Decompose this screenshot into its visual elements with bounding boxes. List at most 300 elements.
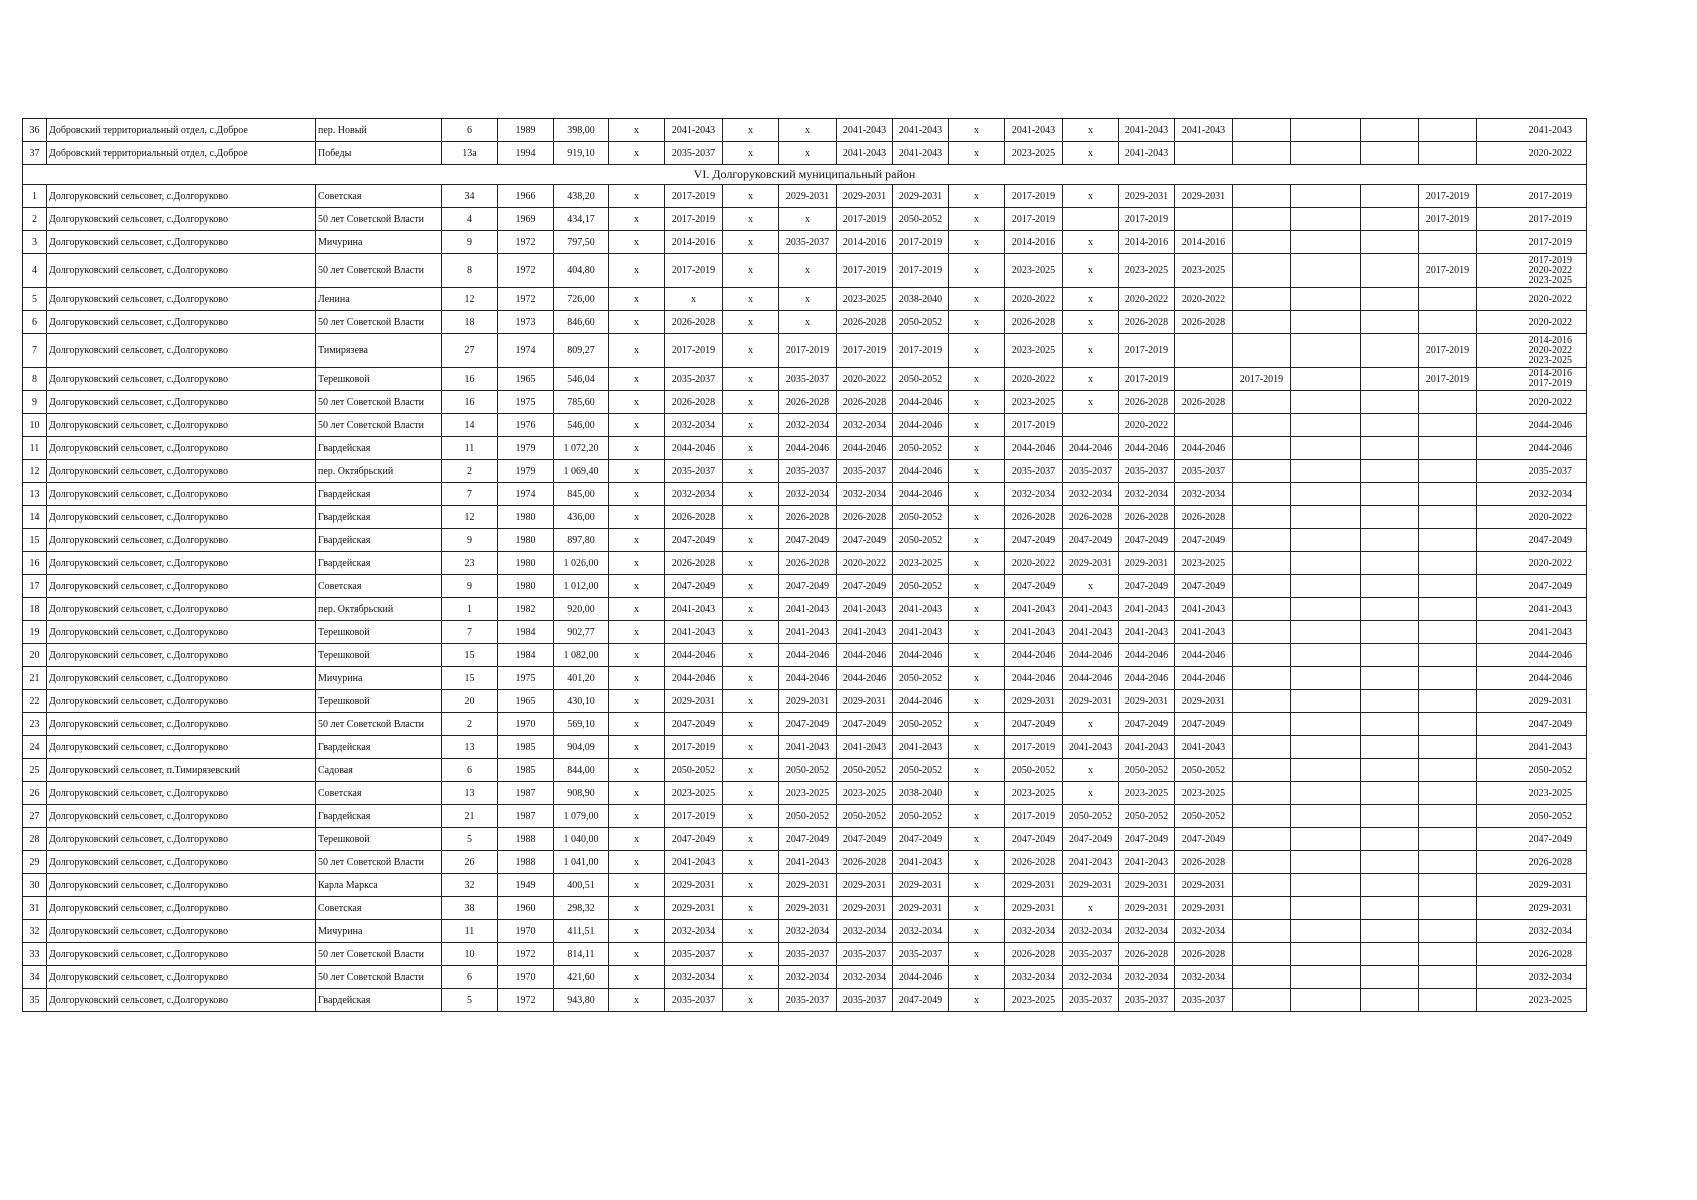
schedule-cell: 2017-2019 — [1005, 736, 1063, 759]
street-cell: Терешковой — [316, 621, 442, 644]
schedule-cell: 2032-2034 — [1175, 966, 1233, 989]
schedule-cell: 2041-2043 — [1175, 621, 1233, 644]
schedule-cell: 2017-2019 — [1005, 208, 1063, 231]
schedule-cell: х — [723, 782, 779, 805]
schedule-cell — [1361, 920, 1419, 943]
location-cell: Долгоруковский сельсовет, с.Долгоруково — [47, 334, 316, 368]
schedule-cell — [1233, 644, 1291, 667]
schedule-cell — [1291, 231, 1361, 254]
schedule-cell: х — [609, 782, 665, 805]
schedule-cell: х — [723, 989, 779, 1012]
schedule-cell: 2014-2016 — [1175, 231, 1233, 254]
area-cell: 943,80 — [554, 989, 609, 1012]
house-number-cell: 11 — [442, 437, 498, 460]
schedule-cell: х — [1063, 334, 1119, 368]
schedule-cell: 2044-2046 — [779, 437, 837, 460]
location-cell: Добровский территориальный отдел, с.Доброе — [47, 142, 316, 165]
schedule-cell: 2041-2043 — [665, 598, 723, 621]
schedule-cell: 2035-2037 — [779, 989, 837, 1012]
schedule-cell: 2044-2046 — [1119, 667, 1175, 690]
schedule-cell: х — [949, 368, 1005, 391]
schedule-cell — [1291, 575, 1361, 598]
schedule-cell — [1233, 874, 1291, 897]
schedule-cell: 2050-2052 — [893, 713, 949, 736]
schedule-cell: 2050-2052 — [893, 667, 949, 690]
schedule-cell: х — [1063, 575, 1119, 598]
schedule-cell: х — [949, 552, 1005, 575]
schedule-cell: 2035-2037 — [1005, 460, 1063, 483]
table-row — [23, 552, 1587, 575]
schedule-cell — [1361, 989, 1419, 1012]
schedule-cell: х — [949, 644, 1005, 667]
schedule-cell — [1361, 529, 1419, 552]
row-number: 36 — [23, 119, 47, 142]
street-cell: Терешковой — [316, 690, 442, 713]
schedule-cell: 2026-2028 — [1175, 943, 1233, 966]
house-number-cell: 1 — [442, 598, 498, 621]
schedule-cell — [1361, 552, 1419, 575]
schedule-cell — [1233, 989, 1291, 1012]
table-row — [23, 920, 1587, 943]
table-row — [23, 288, 1587, 311]
register-table — [22, 118, 1587, 1012]
schedule-cell: 2050-2052 — [893, 368, 949, 391]
area-cell: 920,00 — [554, 598, 609, 621]
schedule-cell: 2026-2028 — [665, 506, 723, 529]
table-row — [23, 621, 1587, 644]
schedule-cell: 2032-2034 — [1063, 483, 1119, 506]
schedule-cell: х — [723, 460, 779, 483]
schedule-cell: 2014-2016 — [1005, 231, 1063, 254]
schedule-cell: 2047-2049 — [1063, 529, 1119, 552]
row-number: 7 — [23, 334, 47, 368]
schedule-cell: 2029-2031 — [1063, 552, 1119, 575]
schedule-cell: х — [609, 943, 665, 966]
schedule-cell: 2032-2034 — [1005, 966, 1063, 989]
table-row — [23, 805, 1587, 828]
schedule-cell: 2044-2046 — [1175, 667, 1233, 690]
house-number-cell: 8 — [442, 254, 498, 288]
row-number: 31 — [23, 897, 47, 920]
schedule-cell: х — [609, 828, 665, 851]
area-cell: 546,04 — [554, 368, 609, 391]
table-body-top — [23, 119, 1587, 165]
row-number: 8 — [23, 368, 47, 391]
schedule-cell: 2035-2037 — [837, 989, 893, 1012]
street-cell: Советская — [316, 782, 442, 805]
schedule-cell — [1233, 759, 1291, 782]
street-cell: пер. Октябрьский — [316, 598, 442, 621]
schedule-cell: 2050-2052 — [1119, 759, 1175, 782]
schedule-cell: х — [609, 851, 665, 874]
schedule-cell — [1291, 437, 1361, 460]
schedule-cell — [1361, 231, 1419, 254]
location-cell: Долгоруковский сельсовет, с.Долгоруково — [47, 185, 316, 208]
schedule-cell: 2050-2052 — [1119, 805, 1175, 828]
schedule-cell: х — [949, 667, 1005, 690]
schedule-cell: 2041-2043 — [1063, 736, 1119, 759]
area-cell: 438,20 — [554, 185, 609, 208]
schedule-cell: 2032-2034 — [779, 920, 837, 943]
table-row — [23, 874, 1587, 897]
street-cell: пер. Новый — [316, 119, 442, 142]
table-row — [23, 391, 1587, 414]
schedule-cell: 2041-2043 — [1175, 736, 1233, 759]
schedule-cell: 2026-2028 — [837, 506, 893, 529]
schedule-cell — [1361, 119, 1419, 142]
schedule-cell: 2017-2019 — [837, 254, 893, 288]
schedule-cell: х — [949, 943, 1005, 966]
schedule-cell: 2047-2049 — [1175, 575, 1233, 598]
schedule-cell — [1291, 874, 1361, 897]
schedule-cell — [1291, 759, 1361, 782]
schedule-cell: 2032-2034 — [1119, 920, 1175, 943]
schedule-cell: 2029-2031 — [1175, 874, 1233, 897]
house-number-cell: 26 — [442, 851, 498, 874]
schedule-cell: 2044-2046 — [1175, 437, 1233, 460]
row-number: 22 — [23, 690, 47, 713]
schedule-cell: 2029-2031 — [837, 874, 893, 897]
row-number: 16 — [23, 552, 47, 575]
schedule-cell: х — [1063, 897, 1119, 920]
schedule-cell: х — [723, 368, 779, 391]
schedule-cell: 2032-2034 — [1005, 920, 1063, 943]
table-row — [23, 782, 1587, 805]
schedule-cell: 2041-2043 — [893, 142, 949, 165]
house-number-cell: 6 — [442, 759, 498, 782]
area-cell: 902,77 — [554, 621, 609, 644]
schedule-cell — [1233, 231, 1291, 254]
schedule-cell: 2020-2022 — [1477, 311, 1587, 334]
schedule-cell: 2047-2049 — [779, 529, 837, 552]
house-number-cell: 27 — [442, 334, 498, 368]
schedule-cell: 2050-2052 — [893, 529, 949, 552]
row-number: 26 — [23, 782, 47, 805]
schedule-cell: 2017-2019 — [1477, 185, 1587, 208]
house-number-cell: 7 — [442, 483, 498, 506]
schedule-cell: 2029-2031 — [779, 690, 837, 713]
schedule-cell: х — [723, 437, 779, 460]
schedule-cell — [1419, 621, 1477, 644]
schedule-cell: 2035-2037 — [1175, 460, 1233, 483]
table-row — [23, 897, 1587, 920]
year-cell: 1987 — [498, 805, 554, 828]
schedule-cell: 2035-2037 — [779, 231, 837, 254]
schedule-cell: х — [949, 920, 1005, 943]
schedule-cell: 2029-2031 — [665, 897, 723, 920]
location-cell: Долгоруковский сельсовет, с.Долгоруково — [47, 483, 316, 506]
schedule-cell: 2020-2022 — [1005, 288, 1063, 311]
row-number: 21 — [23, 667, 47, 690]
schedule-cell: 2044-2046 — [1119, 437, 1175, 460]
area-cell: 401,20 — [554, 667, 609, 690]
schedule-cell: 2029-2031 — [1119, 874, 1175, 897]
schedule-cell: 2050-2052 — [893, 805, 949, 828]
schedule-cell — [1233, 667, 1291, 690]
schedule-cell: х — [609, 185, 665, 208]
schedule-cell: 2026-2028 — [1119, 391, 1175, 414]
schedule-cell: 2041-2043 — [665, 119, 723, 142]
schedule-cell — [1361, 483, 1419, 506]
schedule-cell — [1291, 828, 1361, 851]
schedule-cell: 2023-2025 — [665, 782, 723, 805]
schedule-cell: 2029-2031 — [1175, 185, 1233, 208]
schedule-cell: 2032-2034 — [1477, 966, 1587, 989]
schedule-cell — [1361, 391, 1419, 414]
schedule-cell: 2047-2049 — [893, 989, 949, 1012]
area-cell: 430,10 — [554, 690, 609, 713]
house-number-cell: 20 — [442, 690, 498, 713]
area-cell: 1 040,00 — [554, 828, 609, 851]
schedule-cell: х — [723, 966, 779, 989]
schedule-cell — [1233, 460, 1291, 483]
schedule-cell — [1419, 552, 1477, 575]
schedule-cell: х — [949, 391, 1005, 414]
schedule-cell: х — [723, 713, 779, 736]
schedule-cell: 2035-2037 — [837, 943, 893, 966]
location-cell: Долгоруковский сельсовет, с.Долгоруково — [47, 920, 316, 943]
schedule-cell: 2017-2019 2020-2022 2023-2025 — [1477, 254, 1587, 288]
schedule-cell: 2032-2034 — [779, 414, 837, 437]
schedule-cell: 2047-2049 — [665, 828, 723, 851]
schedule-cell — [1291, 391, 1361, 414]
schedule-cell: 2041-2043 — [1119, 736, 1175, 759]
table-row — [23, 254, 1587, 288]
street-cell: Терешковой — [316, 828, 442, 851]
schedule-cell: 2032-2034 — [837, 414, 893, 437]
schedule-cell: 2050-2052 — [837, 805, 893, 828]
street-cell: Ленина — [316, 288, 442, 311]
row-number: 14 — [23, 506, 47, 529]
schedule-cell — [1419, 529, 1477, 552]
schedule-cell: 2035-2037 — [779, 460, 837, 483]
schedule-cell: 2014-2016 — [837, 231, 893, 254]
house-number-cell: 18 — [442, 311, 498, 334]
house-number-cell: 14 — [442, 414, 498, 437]
schedule-cell: х — [949, 621, 1005, 644]
schedule-cell: 2041-2043 — [893, 851, 949, 874]
schedule-cell: 2026-2028 — [665, 391, 723, 414]
schedule-cell: 2041-2043 — [893, 598, 949, 621]
schedule-cell — [1361, 851, 1419, 874]
schedule-cell: х — [1063, 231, 1119, 254]
street-cell: Терешковой — [316, 644, 442, 667]
schedule-cell — [1291, 208, 1361, 231]
schedule-cell: 2044-2046 — [837, 437, 893, 460]
year-cell: 1972 — [498, 254, 554, 288]
house-number-cell: 16 — [442, 391, 498, 414]
schedule-cell — [1233, 966, 1291, 989]
area-cell: 1 082,00 — [554, 644, 609, 667]
schedule-cell — [1291, 288, 1361, 311]
schedule-cell: 2017-2019 — [1419, 368, 1477, 391]
schedule-cell: х — [949, 208, 1005, 231]
location-cell: Долгоруковский сельсовет, с.Долгоруково — [47, 311, 316, 334]
location-cell: Долгоруковский сельсовет, с.Долгоруково — [47, 231, 316, 254]
year-cell: 1965 — [498, 690, 554, 713]
table-row — [23, 231, 1587, 254]
table-row — [23, 690, 1587, 713]
schedule-cell: 2026-2028 — [665, 552, 723, 575]
schedule-cell: 2017-2019 — [1419, 334, 1477, 368]
schedule-cell: 2020-2022 — [1477, 506, 1587, 529]
table-row — [23, 966, 1587, 989]
schedule-cell — [1419, 897, 1477, 920]
row-number: 1 — [23, 185, 47, 208]
schedule-cell — [1419, 644, 1477, 667]
schedule-cell — [1361, 782, 1419, 805]
schedule-cell: х — [949, 231, 1005, 254]
row-number: 29 — [23, 851, 47, 874]
year-cell: 1970 — [498, 920, 554, 943]
schedule-cell: 2023-2025 — [1477, 782, 1587, 805]
year-cell: 1979 — [498, 460, 554, 483]
schedule-cell: х — [723, 736, 779, 759]
schedule-cell — [1233, 598, 1291, 621]
schedule-cell — [1233, 690, 1291, 713]
schedule-cell: 2026-2028 — [837, 851, 893, 874]
location-cell: Долгоруковский сельсовет, с.Долгоруково — [47, 288, 316, 311]
row-number: 34 — [23, 966, 47, 989]
row-number: 6 — [23, 311, 47, 334]
street-cell: Советская — [316, 185, 442, 208]
row-number: 11 — [23, 437, 47, 460]
table-row — [23, 713, 1587, 736]
schedule-cell: 2047-2049 — [1175, 529, 1233, 552]
house-number-cell: 13 — [442, 782, 498, 805]
area-cell: 1 026,00 — [554, 552, 609, 575]
schedule-cell — [1419, 506, 1477, 529]
location-cell: Долгоруковский сельсовет, с.Долгоруково — [47, 391, 316, 414]
street-cell: Мичурина — [316, 231, 442, 254]
schedule-cell: 2014-2016 2017-2019 — [1477, 368, 1587, 391]
schedule-cell: 2044-2046 — [779, 644, 837, 667]
schedule-cell: 2029-2031 — [1119, 552, 1175, 575]
location-cell: Долгоруковский сельсовет, с.Долгоруково — [47, 254, 316, 288]
schedule-cell — [1291, 334, 1361, 368]
schedule-cell — [1419, 805, 1477, 828]
schedule-cell: х — [1063, 311, 1119, 334]
schedule-cell — [1361, 805, 1419, 828]
schedule-cell: 2023-2025 — [1119, 254, 1175, 288]
street-cell: Советская — [316, 575, 442, 598]
schedule-cell: 2017-2019 — [1119, 334, 1175, 368]
location-cell: Долгоруковский сельсовет, с.Долгоруково — [47, 897, 316, 920]
schedule-cell — [1361, 185, 1419, 208]
schedule-cell: х — [949, 288, 1005, 311]
schedule-cell — [1291, 621, 1361, 644]
schedule-cell: 2044-2046 — [1477, 644, 1587, 667]
schedule-cell: 2050-2052 — [779, 805, 837, 828]
area-cell: 546,00 — [554, 414, 609, 437]
schedule-cell: 2020-2022 — [1477, 142, 1587, 165]
schedule-cell: 2026-2028 — [1005, 506, 1063, 529]
schedule-cell — [1175, 142, 1233, 165]
schedule-cell — [1361, 943, 1419, 966]
schedule-cell: 2026-2028 — [1119, 506, 1175, 529]
schedule-cell: х — [609, 552, 665, 575]
schedule-cell: х — [949, 989, 1005, 1012]
year-cell: 1972 — [498, 943, 554, 966]
schedule-cell: х — [723, 483, 779, 506]
schedule-cell: 2047-2049 — [1477, 575, 1587, 598]
year-cell: 1985 — [498, 736, 554, 759]
row-number: 18 — [23, 598, 47, 621]
year-cell: 1980 — [498, 506, 554, 529]
schedule-cell: 2017-2019 — [837, 334, 893, 368]
schedule-cell: 2041-2043 — [837, 736, 893, 759]
schedule-cell: 2017-2019 — [837, 208, 893, 231]
schedule-cell: 2041-2043 — [779, 598, 837, 621]
table-row — [23, 437, 1587, 460]
schedule-cell: 2044-2046 — [893, 391, 949, 414]
schedule-cell: 2038-2040 — [893, 288, 949, 311]
schedule-cell: 2029-2031 — [1119, 690, 1175, 713]
schedule-cell — [1419, 966, 1477, 989]
schedule-cell: 2023-2025 — [1005, 254, 1063, 288]
schedule-cell — [1233, 391, 1291, 414]
location-cell: Долгоруковский сельсовет, с.Долгоруково — [47, 552, 316, 575]
schedule-cell: х — [609, 506, 665, 529]
schedule-cell: х — [723, 552, 779, 575]
location-cell: Долгоруковский сельсовет, с.Долгоруково — [47, 828, 316, 851]
schedule-cell — [1419, 575, 1477, 598]
schedule-cell: 2044-2046 — [779, 667, 837, 690]
row-number: 23 — [23, 713, 47, 736]
schedule-cell: 2017-2019 — [893, 254, 949, 288]
schedule-cell: 2047-2049 — [1063, 828, 1119, 851]
table-row — [23, 483, 1587, 506]
schedule-cell: 2032-2034 — [837, 966, 893, 989]
schedule-cell: х — [609, 311, 665, 334]
schedule-cell: х — [949, 334, 1005, 368]
schedule-cell: 2029-2031 — [1119, 185, 1175, 208]
schedule-cell: 2047-2049 — [1175, 713, 1233, 736]
year-cell: 1980 — [498, 529, 554, 552]
schedule-cell: х — [609, 575, 665, 598]
table-row — [23, 851, 1587, 874]
street-cell: Садовая — [316, 759, 442, 782]
location-cell: Долгоруковский сельсовет, с.Долгоруково — [47, 460, 316, 483]
schedule-cell: 2044-2046 — [893, 460, 949, 483]
year-cell: 1965 — [498, 368, 554, 391]
schedule-cell — [1233, 142, 1291, 165]
house-number-cell: 12 — [442, 288, 498, 311]
location-cell: Долгоруковский сельсовет, с.Долгоруково — [47, 506, 316, 529]
schedule-cell — [1291, 690, 1361, 713]
schedule-cell: 2050-2052 — [893, 437, 949, 460]
section-header-group — [23, 165, 1587, 185]
schedule-cell: х — [949, 254, 1005, 288]
schedule-cell: 2047-2049 — [665, 575, 723, 598]
schedule-cell: 2035-2037 — [1175, 989, 1233, 1012]
year-cell: 1972 — [498, 231, 554, 254]
area-cell: 404,80 — [554, 254, 609, 288]
location-cell: Долгоруковский сельсовет, с.Долгоруково — [47, 437, 316, 460]
schedule-cell — [1361, 254, 1419, 288]
schedule-cell: 2044-2046 — [1477, 437, 1587, 460]
schedule-cell: х — [609, 989, 665, 1012]
schedule-cell: х — [1063, 782, 1119, 805]
schedule-cell: 2041-2043 — [1119, 142, 1175, 165]
schedule-cell — [1063, 414, 1119, 437]
schedule-cell — [1175, 334, 1233, 368]
schedule-cell: 2017-2019 — [1119, 208, 1175, 231]
schedule-cell: 2047-2049 — [665, 713, 723, 736]
schedule-cell: 2047-2049 — [1005, 529, 1063, 552]
schedule-cell — [1233, 552, 1291, 575]
schedule-cell: 2050-2052 — [665, 759, 723, 782]
